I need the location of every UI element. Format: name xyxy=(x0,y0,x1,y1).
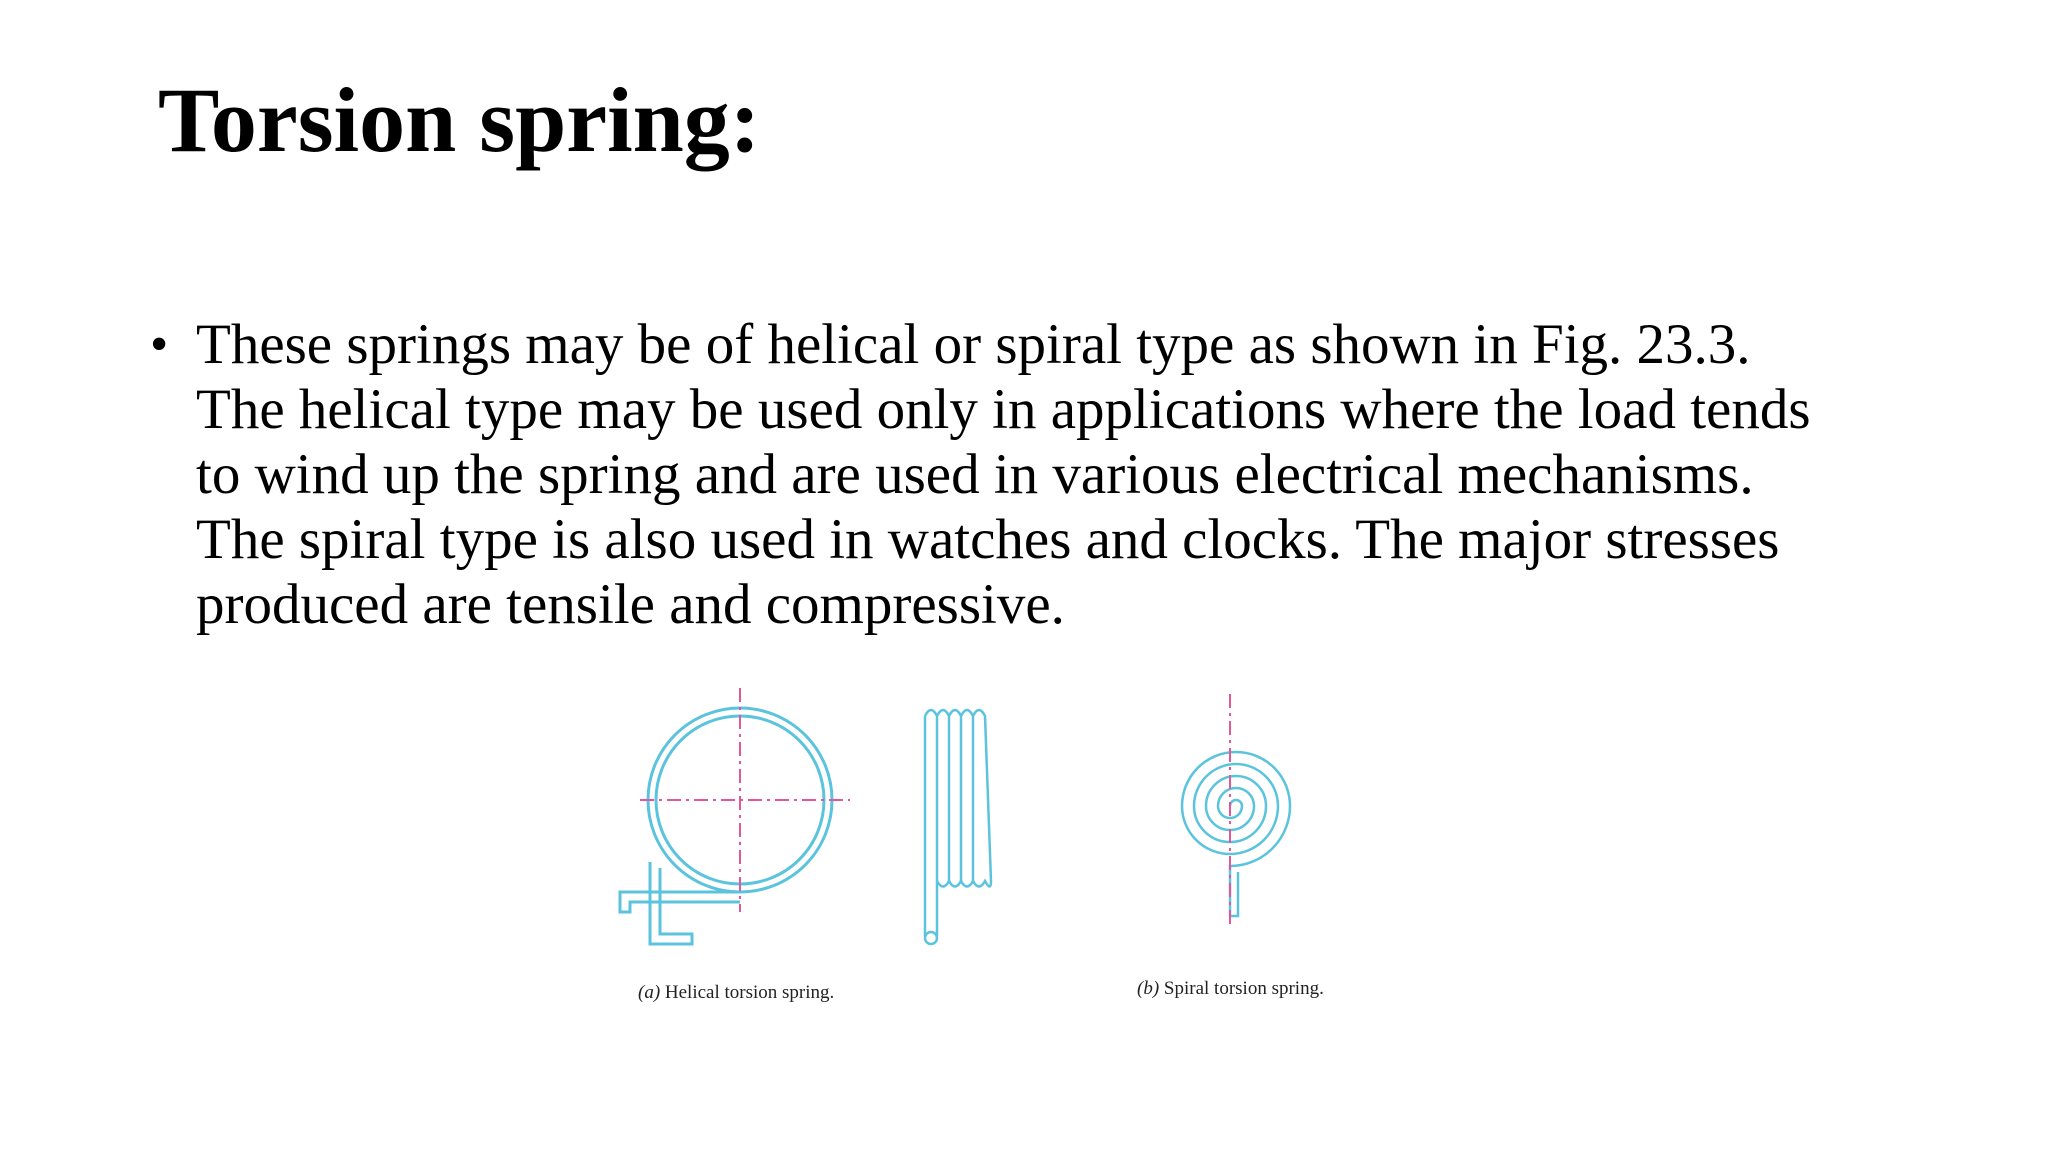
side-coil-3 xyxy=(949,710,961,881)
caption-spiral xyxy=(1137,978,1324,1000)
helical-spring-front-view xyxy=(620,688,850,944)
side-coil-5 xyxy=(973,710,991,881)
spring-figure xyxy=(580,676,1340,1016)
caption-spiral-letter: (b) xyxy=(1137,978,1160,999)
caption-helical-letter: (a) xyxy=(638,982,661,1003)
spiral-spring-view xyxy=(1182,694,1290,926)
bullet-line-2: The helical type may be used only in applications where the load tends xyxy=(196,378,1811,441)
bullet-line-5: produced are tensile and compressive. xyxy=(196,573,1065,636)
side-coil-1 xyxy=(925,710,937,881)
slide-title: Torsion spring: xyxy=(158,69,761,171)
helical-leg-left xyxy=(620,892,740,912)
side-leg-end xyxy=(925,932,937,944)
side-coil-bottoms xyxy=(937,881,991,887)
caption-helical-text: Helical torsion spring. xyxy=(660,982,835,1003)
bullet-line-1: These springs may be of helical or spiral type as shown in Fig. 23.3. xyxy=(196,313,1751,376)
caption-helical xyxy=(638,982,834,1004)
bullet-line-3: to wind up the spring and are used in various electrical mechanisms. xyxy=(196,443,1754,506)
bullet-line-4: The spiral type is also used in watches and clocks. The major stresses xyxy=(196,508,1780,571)
bullet-item xyxy=(150,312,1930,637)
spring-drawing xyxy=(580,676,1340,976)
bullet-list xyxy=(150,312,1930,637)
side-coil-2 xyxy=(937,710,949,881)
helical-spring-side-view xyxy=(925,710,991,944)
bullet-dot: • xyxy=(150,316,169,373)
side-coil-4 xyxy=(961,710,973,881)
spiral-coil xyxy=(1182,752,1290,916)
caption-spiral-text: Spiral torsion spring. xyxy=(1159,978,1324,999)
